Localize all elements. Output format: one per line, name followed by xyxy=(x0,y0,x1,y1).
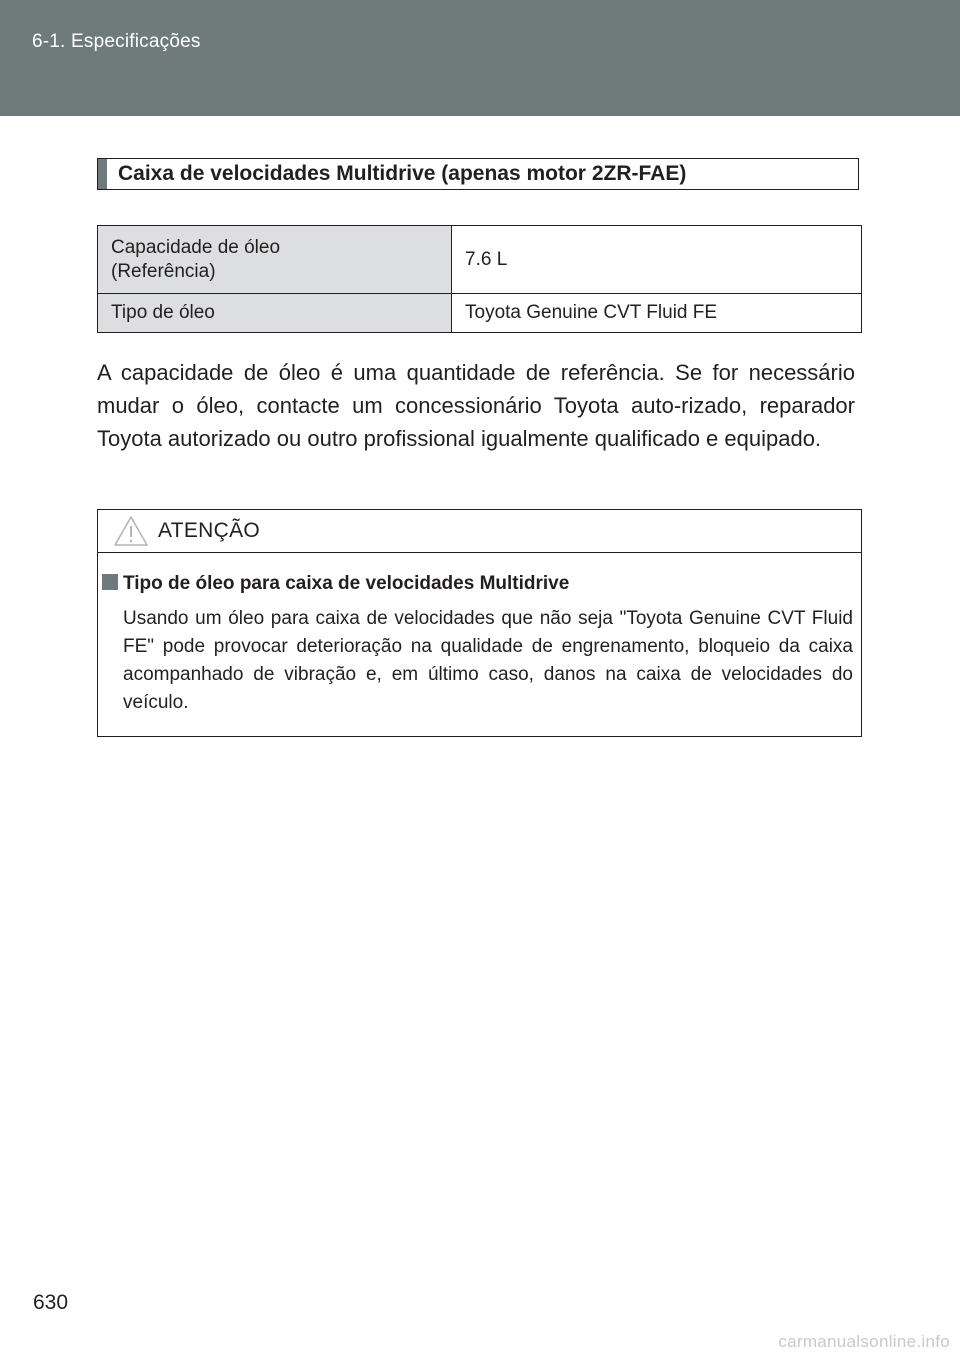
table-row xyxy=(98,226,862,294)
section-label: 6-1. Especificações xyxy=(32,31,201,52)
table-cell-label xyxy=(98,226,452,294)
warning-subheading xyxy=(102,573,569,595)
watermark: carmanualsonline.info xyxy=(778,1332,950,1351)
table-cell-value xyxy=(452,294,862,333)
section-title: Caixa de velocidades Multidrive (apenas motor 2ZR-FAE) xyxy=(118,162,687,185)
square-bullet-icon xyxy=(102,574,118,590)
section-title-box xyxy=(97,158,859,190)
body-paragraph: A capacidade de óleo é uma quantidade de referência. Se for necessário mudar o óleo, contacte um concessionário Toyota auto-rizado, reparador Toyota autorizado ou outro profissional igualmente qualificado e equipado. xyxy=(97,360,855,451)
warning-box xyxy=(97,509,862,737)
header-band xyxy=(0,0,960,116)
warning-header xyxy=(98,510,861,553)
warning-triangle-icon xyxy=(113,515,149,547)
oil-capacity-value: 7.6 L xyxy=(465,248,508,270)
oil-capacity-label: Capacidade de óleo xyxy=(111,236,281,258)
oil-capacity-label-note: (Referência) xyxy=(111,260,216,282)
warning-title: ATENÇÃO xyxy=(158,519,261,542)
section-title-bar xyxy=(98,159,107,189)
oil-type-value: Toyota Genuine CVT Fluid FE xyxy=(465,302,718,323)
table-cell-value xyxy=(452,226,862,294)
oil-type-label: Tipo de óleo xyxy=(111,302,215,323)
warning-text: Usando um óleo para caixa de velocidades que não seja "Toyota Genuine CVT Fluid FE" pode provocar deterioração na qualidade de engrenamento, bloqueio da caixa acompanhado de vibração e, em último caso, danos na caixa de velocidades do veículo. xyxy=(123,608,853,713)
spec-table xyxy=(97,225,862,333)
table-row xyxy=(98,294,862,333)
warning-subheading-text: Tipo de óleo para caixa de velocidades Multidrive xyxy=(123,573,570,594)
table-cell-label xyxy=(98,294,452,333)
page-number: 630 xyxy=(33,1291,69,1314)
